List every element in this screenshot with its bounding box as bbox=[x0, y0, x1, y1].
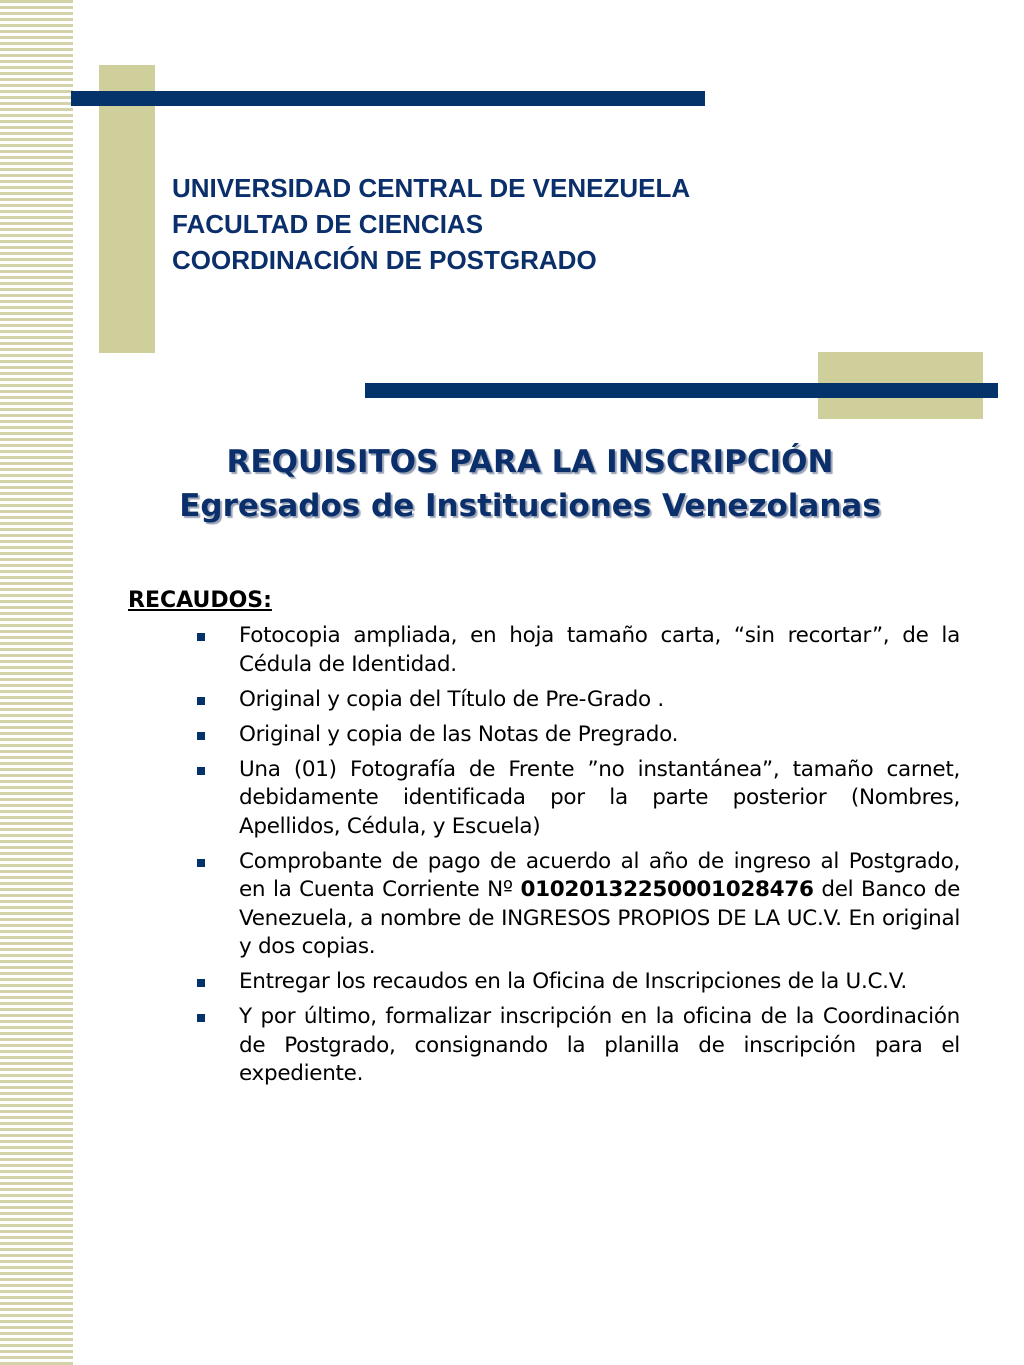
decorative-block-top bbox=[99, 65, 155, 353]
bullet-icon bbox=[197, 859, 205, 867]
list-item bbox=[239, 686, 960, 715]
institution-header bbox=[172, 170, 690, 278]
item-text: Y por último, formalizar inscripción en la oficina de la Coordinación de Postgrado, consignando la planilla de inscripción para el expediente. bbox=[239, 1004, 960, 1086]
decorative-stripes bbox=[0, 0, 73, 1365]
decorative-bar-top bbox=[71, 91, 705, 106]
bullet-icon bbox=[197, 633, 205, 641]
recaudos-heading: RECAUDOS: bbox=[128, 588, 272, 613]
decorative-bar-middle bbox=[365, 383, 998, 398]
list-item bbox=[239, 622, 960, 679]
title-line-1: REQUISITOS PARA LA INSCRIPCIÓN bbox=[226, 444, 834, 480]
title-line-2: Egresados de Instituciones Venezolanas bbox=[179, 488, 881, 524]
bullet-icon bbox=[197, 979, 205, 987]
bullet-icon bbox=[197, 697, 205, 705]
list-item bbox=[239, 756, 960, 842]
list-item bbox=[239, 848, 960, 962]
list-item bbox=[239, 1003, 960, 1089]
item-text: Fotocopia ampliada, en hoja tamaño carta, “sin recortar”, de la Cédula de Identidad. bbox=[239, 623, 960, 677]
item-text-after: del Banco de Venezuela, a nombre de INGRESOS PROPIOS DE LA UC.V. En original y dos copias. bbox=[239, 877, 960, 959]
page-title bbox=[100, 440, 960, 528]
item-text-before: Comprobante de pago de acuerdo al año de ingreso al Postgrado, en la Cuenta Corriente Nº bbox=[239, 848, 960, 902]
account-number: 01020132250001028476 bbox=[520, 877, 814, 902]
university-name: UNIVERSIDAD CENTRAL DE VENEZUELA bbox=[172, 173, 691, 203]
coordination-name: COORDINACIÓN DE POSTGRADO bbox=[172, 245, 597, 275]
bullet-icon bbox=[197, 732, 205, 740]
item-text: Original y copia de las Notas de Pregrado. bbox=[239, 721, 679, 747]
bullet-icon bbox=[197, 767, 205, 775]
requirements-list bbox=[239, 622, 960, 1095]
list-item bbox=[239, 968, 960, 997]
faculty-name: FACULTAD DE CIENCIAS bbox=[172, 209, 484, 239]
list-item bbox=[239, 721, 960, 750]
bullet-icon bbox=[197, 1014, 205, 1022]
item-text: Una (01) Fotografía de Frente ”no instantánea”, tamaño carnet, debidamente identificada por la parte posterior (Nombres, Apellidos, Cédula, y Escuela) bbox=[239, 756, 960, 839]
item-text: Entregar los recaudos en la Oficina de Inscripciones de la U.C.V. bbox=[239, 969, 907, 994]
item-text: Original y copia del Título de Pre-Grado . bbox=[239, 686, 664, 712]
